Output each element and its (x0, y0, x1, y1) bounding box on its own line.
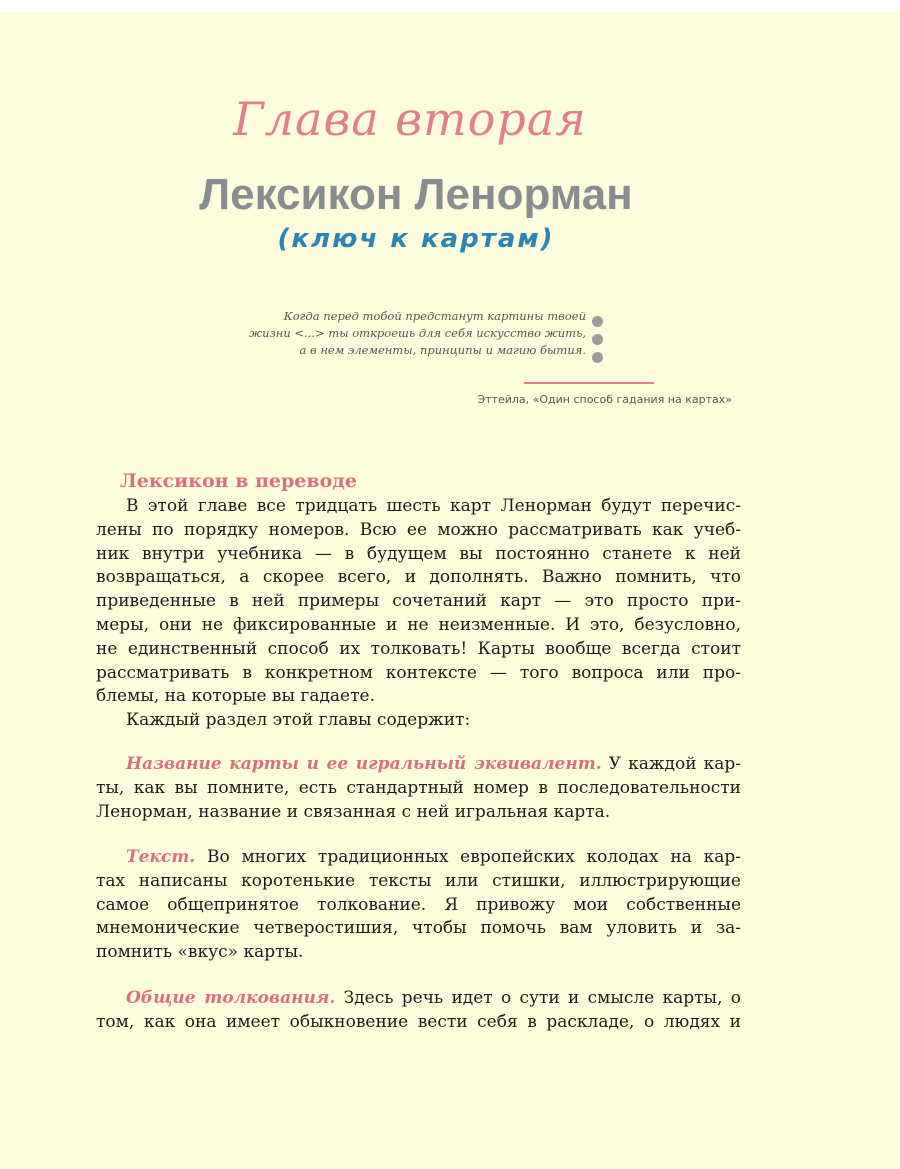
text-line: лены по порядку номеров. Всю ее можно рассматривать как учеб- (96, 519, 741, 540)
book-page (0, 12, 900, 1169)
item-card-name (96, 753, 741, 824)
epigraph-line: Когда перед тобой предстанут картины твоей (283, 309, 586, 323)
text-line: приведенные в ней примеры сочетаний карт — это просто при- (96, 591, 741, 612)
epigraph (230, 308, 586, 359)
item-text (96, 846, 741, 965)
chapter-label: Глава вторая (233, 92, 587, 146)
text-line: ник внутри учебника — в будущем вы постоянно станете к ней (96, 543, 741, 564)
epigraph-line: жизни <...> ты откроешь для себя искусство жить, (249, 326, 586, 340)
item-general-meanings (96, 987, 741, 1035)
run-in-heading: Текст. (126, 847, 196, 867)
paragraph-intro (96, 495, 741, 733)
text-line: В этой главе все тридцать шесть карт Ленорман будут перечис- (126, 496, 741, 516)
run-in-heading: Название карты и ее игральный эквивалент. (126, 754, 602, 774)
text-run: У каждой кар- (601, 754, 742, 774)
text-line: Ленорман, название и связанная с ней игральная карта. (96, 801, 611, 822)
text-line: блемы, на которые вы гадаете. (96, 686, 375, 707)
chapter-title: Лексикон Ленорман (199, 170, 633, 219)
section-heading: Лексикон в переводе (120, 470, 357, 492)
text-line: том, как она имеет обыкновение вести себя в раскладе, о людях и (96, 1011, 741, 1032)
dot-ornament (592, 316, 603, 327)
text-run: Во многих традиционных европейских колодах на кар- (195, 847, 741, 867)
text-line: тах написаны коротенькие тексты или стишки, иллюстрирующие (96, 870, 741, 891)
epigraph-dots-ornament (592, 316, 603, 370)
text-line: возвращаться, а скорее всего, и дополнять. Важно помнить, что (96, 567, 741, 588)
text-line: рассматривать в конкретном контексте — того вопроса или про- (96, 662, 741, 683)
text-line: ты, как вы помните, есть стандартный номер в последовательности (96, 777, 741, 798)
text-line: мнемонические четверостишия, чтобы помочь вам уловить и за- (96, 918, 741, 939)
text-line: Каждый раздел этой главы содержит: (126, 710, 471, 731)
epigraph-line: а в нем элементы, принципы и магию бытия. (299, 343, 586, 357)
chapter-subtitle: (ключ к картам) (277, 224, 555, 254)
epigraph-source: Эттейла, «Один способ гадания на картах» (477, 393, 732, 406)
epigraph-divider (524, 382, 654, 384)
text-line: меры, они не фиксированные и не неизменные. И это, безусловно, (96, 614, 741, 635)
text-line: помнить «вкус» карты. (96, 942, 304, 963)
text-line: не единственный способ их толковать! Карты вообще всегда стоит (96, 638, 741, 659)
run-in-heading: Общие толкования. (126, 988, 336, 1008)
dot-ornament (592, 352, 603, 363)
text-run: Здесь речь идет о сути и смысле карты, о (335, 988, 741, 1008)
dot-ornament (592, 334, 603, 345)
text-line: самое общепринятое толкование. Я привожу мои собственные (96, 894, 741, 915)
